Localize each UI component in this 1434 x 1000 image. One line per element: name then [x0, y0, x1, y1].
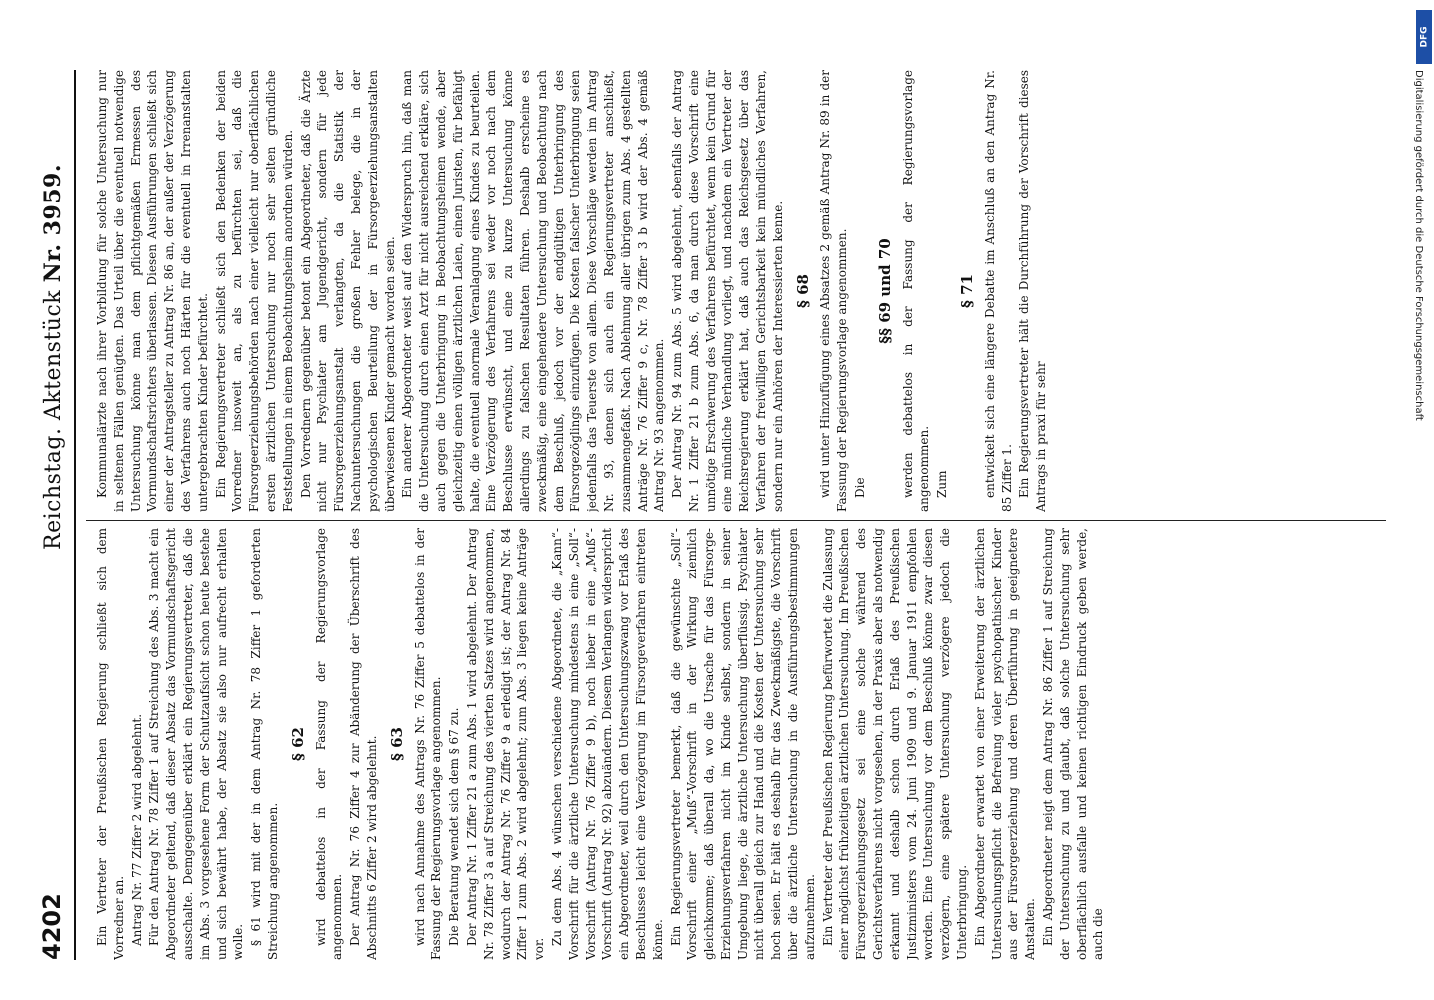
digitization-note: Digitalisierung gefördert durch die Deutsche Forschungsgemeinschaft — [1413, 70, 1424, 421]
running-head-title: Reichstag. Aktenstück — [41, 289, 66, 550]
page-header — [34, 70, 76, 960]
section-heading: §§ 69 und 70 — [875, 238, 894, 344]
section-heading: § 62 — [288, 727, 307, 761]
paragraph: Ein Vertreter der Preußischen Regierung schließt sich dem Vorredner an. — [95, 528, 126, 960]
paragraph: Der Antrag Nr. 76 Ziffer 4 zur Abänderung der Überschrift des Abschnitts 6 Ziffer 2 wird abgelehnt. — [348, 528, 379, 960]
paragraph: Antrag Nr. 77 Ziffer 2 wird abgelehnt. — [129, 713, 144, 946]
paragraph: Für den Antrag Nr. 78 Ziffer 1 auf Streichung des Abs. 3 macht ein Abgeordneter geltend, daß dieser Absatz das Vormundschaftsgericht ausschalte. Demgegenüber erklärt ein Regierungsvertreter, daß die im Abs. 3 vorgesehene Form der Schutzaufsicht schon heute bestehe und sich bewährt habe, der Absatz sie also nur aufrecht erhalten wolle. — [147, 528, 246, 960]
paragraph: entwickelt sich eine längere Debatte im Anschluß an den Antrag Nr. 85 Ziffer 1. — [982, 70, 1014, 512]
paragraph: Der Antrag Nr. 94 zum Abs. 5 wird abgelehnt, ebenfalls der Antrag Nr. 1 Ziffer 21 b zum Abs. 6, da man durch diese Vorschrift eine unnötige Erschwerung des Verfahrens befürchtet, wenn kein Grund für eine mündliche Verhandlung vorliegt, und nachdem ein Vertreter der Reichsregierung erklärt hat, daß auch das Reichsgesetz über das Verfahren der freiwilligen Gerichtsbarkeit kein mündliches Verfahren, sondern nur ein Anhören der Interessierten kenne. — [670, 70, 785, 512]
paragraph: wird debattelos in der Fassung der Regierungsvorlage angenommen. — [313, 528, 345, 960]
paragraph: Ein Regierungsvertreter bemerkt, daß die gewünschte „Soll“-Vorschrift einer „Muß“-Vorschrift in der Wirkung ziemlich gleichkomme; daß überall da, wo die Ursache für das Fürsorge-Erziehungsverfahren nicht im Kinde selbst, sondern in seiner Umgebung liege, die ärztliche Untersuchung überflüssig. Psychiater nicht überall gleich zur Hand und die Kosten der Untersuchung sehr hoch seien. Er hält es deshalb für das Zweckmäßigste, die Vorschrift über die ärztliche Untersuchung in die Ausführungsbestimmungen aufzunehmen. — [668, 528, 817, 960]
left-column — [94, 528, 1384, 960]
document-number: Nr. 3959. — [40, 163, 66, 283]
paragraph: § 61 wird mit der in dem Antrag Nr. 78 Ziffer 1 geforderten Streichung angenommen. — [249, 528, 280, 960]
paragraph: Zu dem Abs. 4 wünschen verschiedene Abgeordnete, die „Kann“-Vorschrift für die ärztliche Untersuchung mindestens in eine „Soll“-Vorschrift (Antrag Nr. 76 Ziffer 9 b), noch lieber in eine „Muß“-Vorschrift (Antrag Nr. 92) abzuändern. Diesem Verlangen widerspricht ein Abgeordneter, weil durch den Untersuchungszwang vor Erlaß des Beschlusses leicht eine Verzögerung im Fürsorgeverfahren eintreten könne. — [549, 528, 665, 960]
column-divider — [86, 520, 1386, 521]
page-number: 4202 — [38, 893, 66, 960]
paragraph: Zum — [935, 470, 950, 498]
paragraph: Ein Abgeordneter neigt dem Antrag Nr. 86 Ziffer 1 auf Streichung der Untersuchung zu und glaubt, daß solche Untersuchung sehr oberflächlich ausfalle und keinen richtigen Eindruck geben werde, auch die — [1041, 528, 1106, 960]
paragraph: Die Beratung wendet sich dem § 67 zu. — [447, 707, 462, 946]
paragraph: Ein Regierungsvertreter schließt sich den Bedenken der beiden Vorredner insoweit an, als zu befürchten sei, daß die Fürsorgeerziehungsbehörden nach einer vielleicht nur oberflächlichen ersten ärztlichen Untersuchung nur noch sehr selten gründliche Feststellungen in einem Beobachtungsheim anordnen würden. — [213, 70, 295, 512]
dfg-logo: DFG — [1416, 10, 1432, 64]
paragraph: wird unter Hinzufügung eines Absatzes 2 gemäß Antrag Nr. 89 in der Fassung der Regierungsvorlage angenommen. — [818, 70, 850, 512]
running-head — [40, 164, 66, 550]
section-heading: § 71 — [958, 274, 977, 308]
paragraph: Kommunalärzte nach ihrer Vorbildung für solche Untersuchung nur in seltenen Fällen genügten. Das Urteil über die eventuell notwendige Untersuchung könne man dem pflichtgemäßen Ermessen des Vormundschaftsrichters überlassen. Diesen Ausführungen schließt sich einer der Antragsteller zu Antrag Nr. 86 an, der außer der Verzögerung des Verfahrens auch noch Härten für die eventuell in Irrenanstalten untergebrachten Kinder befürchtet. — [95, 70, 210, 512]
right-column — [94, 70, 1384, 512]
paragraph: Ein Abgeordneter erwartet von einer Erweiterung der ärztlichen Untersuchungspflicht die Befreiung vieler psychopathischer Kinder aus der Fürsorgeerziehung und deren Überführung in geeignetere Anstalten. — [972, 528, 1038, 960]
paragraph: Die — [853, 477, 868, 498]
paragraph: Den Vorrednern gegenüber betont ein Abgeordneter, daß die Ärzte nicht nur Psychiater am Jugendgericht, sondern für jede Fürsorgeerziehungsanstalt verlangten, da die Statistik der Nachuntersuchungen die großen Fehler belege, die in der psychologischen Beurteilung der in Fürsorgeerziehungsanstalten überwiesenen Kinder gemacht worden seien. — [298, 70, 397, 512]
section-heading: § 68 — [793, 274, 812, 308]
paragraph: Ein Regierungsvertreter hält die Durchführung der Vorschrift dieses Antrags in praxi für sehr — [1017, 70, 1049, 512]
paragraph: wird nach Annahme des Antrags Nr. 76 Ziffer 5 debattelos in der Fassung der Regierungsvorlage angenommen. — [412, 528, 444, 960]
section-heading: § 63 — [387, 727, 406, 761]
paragraph: Ein Vertreter der Preußischen Regierung befürwortet die Zulassung einer möglichst frühzeitigen ärztlichen Untersuchung. Im Preußischen Fürsorgeerziehungsgesetz sei eine solche während des Gerichtsverfahrens nicht vorgesehen, in der Praxis aber als notwendig erkannt und deshalb schon durch Erlaß des Preußischen Justizministers vom 24. Juni 1909 und 9. Januar 1911 empfohlen worden. Eine Untersuchung vor dem Beschluß könne zwar diesen verzögern, eine spätere Untersuchung verzögere jedoch die Unterbringung. — [820, 528, 970, 960]
document-page — [10, 30, 1390, 990]
paragraph: werden debattelos in der Fassung der Regierungsvorlage angenommen. — [900, 70, 932, 512]
paragraph: Ein anderer Abgeordneter weist auf den Widerspruch hin, daß man die Untersuchung durch einen Arzt für nicht ausreichend erkläre, sich auch gegen die Unterbringung in Beobachtungsheimen wende, aber gleichzeitig einen völligen ärztlichen Laien, einen Juristen, für befähigt halte, die eventuell anormale Veranlagung eines Kindes zu beurteilen. Eine Verzögerung des Verfahrens sei weder vor noch nach dem Beschlusse erwünscht, und eine zu kurze Untersuchung könne allerdings zu falschen Resultaten führen. Deshalb erscheine es zweckmäßig, eine eingehendere Untersuchung und Beobachtung nach dem Beschluß, jedoch vor der endgültigen Unterbringung des Fürsorgezöglings einzufügen. Die Kosten falscher Unterbringung seien jedenfalls das Teuerste von allem. Diese Vorschläge werden im Antrag Nr. 93, denen sich auch ein Regierungsvertreter anschließt, zusammengefaßt. Nach Ablehnung aller übrigen zum Abs. 4 gestellten Anträge Nr. 76 Ziffer 9 c, Nr. 78 Ziffer 3 b wird der Abs. 4 gemäß Antrag Nr. 93 angenommen. — [400, 70, 667, 512]
paragraph: Der Antrag Nr. 1 Ziffer 21 a zum Abs. 1 wird abgelehnt. Der Antrag Nr. 78 Ziffer 3 a auf Streichung des vierten Satzes wird angenommen, wodurch der Antrag Nr. 76 Ziffer 9 a erledigt ist; der Antrag Nr. 84 Ziffer 1 zum Abs. 2 wird abgelehnt; zum Abs. 3 liegen keine Anträge vor. — [464, 528, 547, 960]
